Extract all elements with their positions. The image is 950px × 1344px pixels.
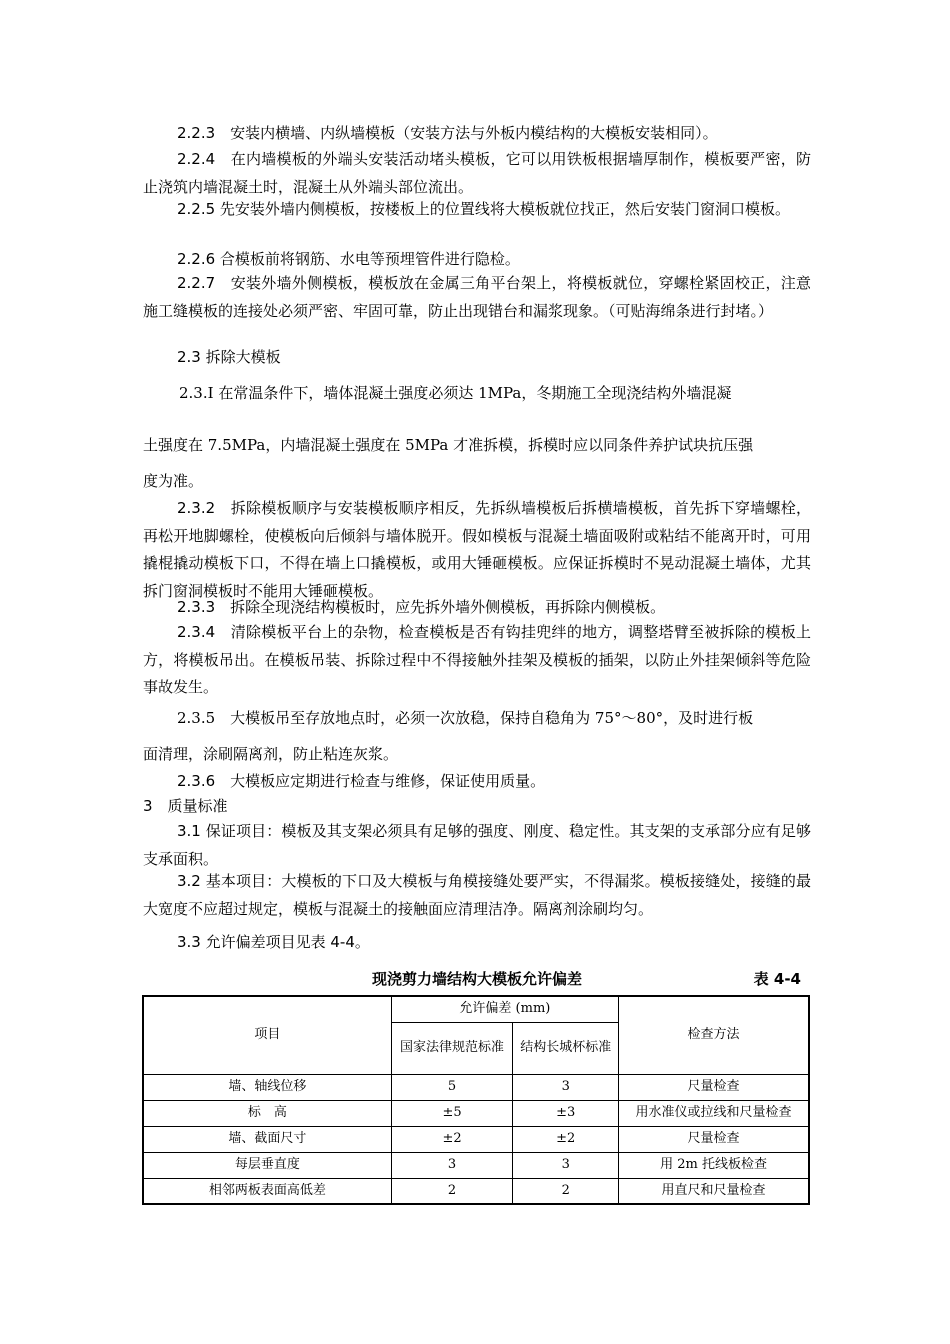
- cell-national: ±2: [391, 1126, 513, 1152]
- tolerance-table: [142, 995, 810, 1205]
- cell-structure: ±2: [513, 1126, 619, 1152]
- table-number: 表 4-4: [753, 970, 801, 988]
- paragraph-2-3-4: 2.3.4 清除模板平台上的杂物，检查模板是否有钩挂兜绊的地方，调整塔臂至被拆除的模板上方，将模板吊出。在模板吊装、拆除过程中不得接触外挂架及模板的插架，以防止外挂架倾斜等危险事故发生。: [143, 623, 811, 696]
- table-caption: [143, 968, 811, 992]
- cell-item: 墙、轴线位移: [143, 1074, 391, 1100]
- paragraph-2-3-2: 2.3.2 拆除模板顺序与安装模板顺序相反，先拆纵墙模板后拆横墙模板，首先拆下穿墙螺栓，再松开地脚螺栓，使模板向后倾斜与墙体脱开。假如模板与混凝土墙面吸附或粘结不能离开时，可用撬棍撬动模板下口，不得在墙上口撬模板，或用大锤砸模板。应保证拆模时不晃动混凝土墙体，尤其拆门窗洞模板时不能用大锤砸模板。: [143, 499, 811, 600]
- cell-item: 每层垂直度: [143, 1152, 391, 1178]
- paragraph-3-3: 3.3 允许偏差项目见表 4-4。: [177, 933, 370, 951]
- paragraph-2-3-1-line2: 土强度在 7.5MPa，内墙混凝土强度在 5MPa 才准拆模，拆模时应以同条件养护试块抗压强: [143, 436, 754, 454]
- paragraph-2-3-6: 2.3.6 大模板应定期进行检查与维修，保证使用质量。: [177, 772, 546, 790]
- paragraph-2-2-4: 2.2.4 在内墙模板的外端头安装活动堵头模板，它可以用铁板根据墙厚制作，模板要严密，防止浇筑内墙混凝土时，混凝土从外端头部位流出。: [143, 150, 811, 196]
- header-tolerance: 允许偏差 (mm): [391, 996, 618, 1022]
- cell-method: 用直尺和尺量检查: [619, 1178, 809, 1204]
- header-method: 检查方法: [619, 996, 809, 1074]
- cell-structure: 3: [513, 1074, 619, 1100]
- paragraph-2-3-5-line2: 面清理，涂刷隔离剂，防止粘连灰浆。: [143, 745, 399, 763]
- table-title: 现浇剪力墙结构大模板允许偏差: [371, 970, 582, 988]
- paragraph-3-1: 3.1 保证项目：模板及其支架必须具有足够的强度、刚度、稳定性。其支架的支承部分应有足够支承面积。: [143, 822, 811, 868]
- paragraph-2-2-5: 2.2.5 先安装外墙内侧模板，按楼板上的位置线将大模板就位找正，然后安装门窗洞口模板。: [177, 200, 790, 218]
- header-structure: 结构长城杯标准: [513, 1022, 619, 1074]
- cell-national: 2: [391, 1178, 513, 1204]
- cell-national: ±5: [391, 1100, 513, 1126]
- table-row: [143, 1178, 809, 1204]
- cell-method: 尺量检查: [619, 1074, 809, 1100]
- cell-national: 5: [391, 1074, 513, 1100]
- cell-method: 用 2m 托线板检查: [619, 1152, 809, 1178]
- paragraph-2-3-5-line1: 2.3.5 大模板吊至存放地点时，必须一次放稳，保持自稳角为 75°～80°，及时进行板: [177, 709, 754, 727]
- cell-item: 相邻两板表面高低差: [143, 1178, 391, 1204]
- cell-structure: 3: [513, 1152, 619, 1178]
- section-heading-2-3: 2.3 拆除大模板: [177, 348, 281, 366]
- paragraph-2-2-3: 2.2.3 安装内横墙、内纵墙模板（安装方法与外板内模结构的大模板安装相同）。: [177, 124, 718, 142]
- paragraph-2-3-1-line1: 2.3.Ⅰ 在常温条件下，墙体混凝土强度必须达 1MPa，冬期施工全现浇结构外墙混凝: [179, 384, 732, 402]
- cell-item: 墙、截面尺寸: [143, 1126, 391, 1152]
- cell-national: 3: [391, 1152, 513, 1178]
- cell-item: 标 高: [143, 1100, 391, 1126]
- paragraph-3-2: 3.2 基本项目：大模板的下口及大模板与角模接缝处要严实，不得漏浆。模板接缝处，接缝的最大宽度不应超过规定，模板与混凝土的接触面应清理洁净。隔离剂涂刷均匀。: [143, 872, 811, 918]
- paragraph-2-3-3: 2.3.3 拆除全现浇结构模板时，应先拆外墙外侧模板，再拆除内侧模板。: [177, 598, 666, 616]
- header-national: 国家法律规范标准: [391, 1022, 513, 1074]
- paragraph-2-3-1-line3: 度为准。: [143, 472, 204, 490]
- section-heading-3: 3 质量标准: [143, 797, 228, 815]
- table-row: [143, 1074, 809, 1100]
- paragraph-2-2-6: 2.2.6 合模板前将钢筋、水电等预埋管件进行隐检。: [177, 250, 520, 268]
- cell-method: 用水准仪或拉线和尺量检查: [619, 1100, 809, 1126]
- cell-structure: ±3: [513, 1100, 619, 1126]
- cell-structure: 2: [513, 1178, 619, 1204]
- header-item: 项目: [143, 996, 391, 1074]
- table-header-row: [143, 996, 809, 1022]
- cell-method: 尺量检查: [619, 1126, 809, 1152]
- table-row: [143, 1126, 809, 1152]
- table-row: [143, 1100, 809, 1126]
- paragraph-2-2-7: 2.2.7 安装外墙外侧模板，模板放在金属三角平台架上，将模板就位，穿螺栓紧固校正，注意施工缝模板的连接处必须严密、牢固可靠，防止出现错台和漏浆现象。（可贴海绵条进行封堵。）: [143, 274, 811, 320]
- table-row: [143, 1152, 809, 1178]
